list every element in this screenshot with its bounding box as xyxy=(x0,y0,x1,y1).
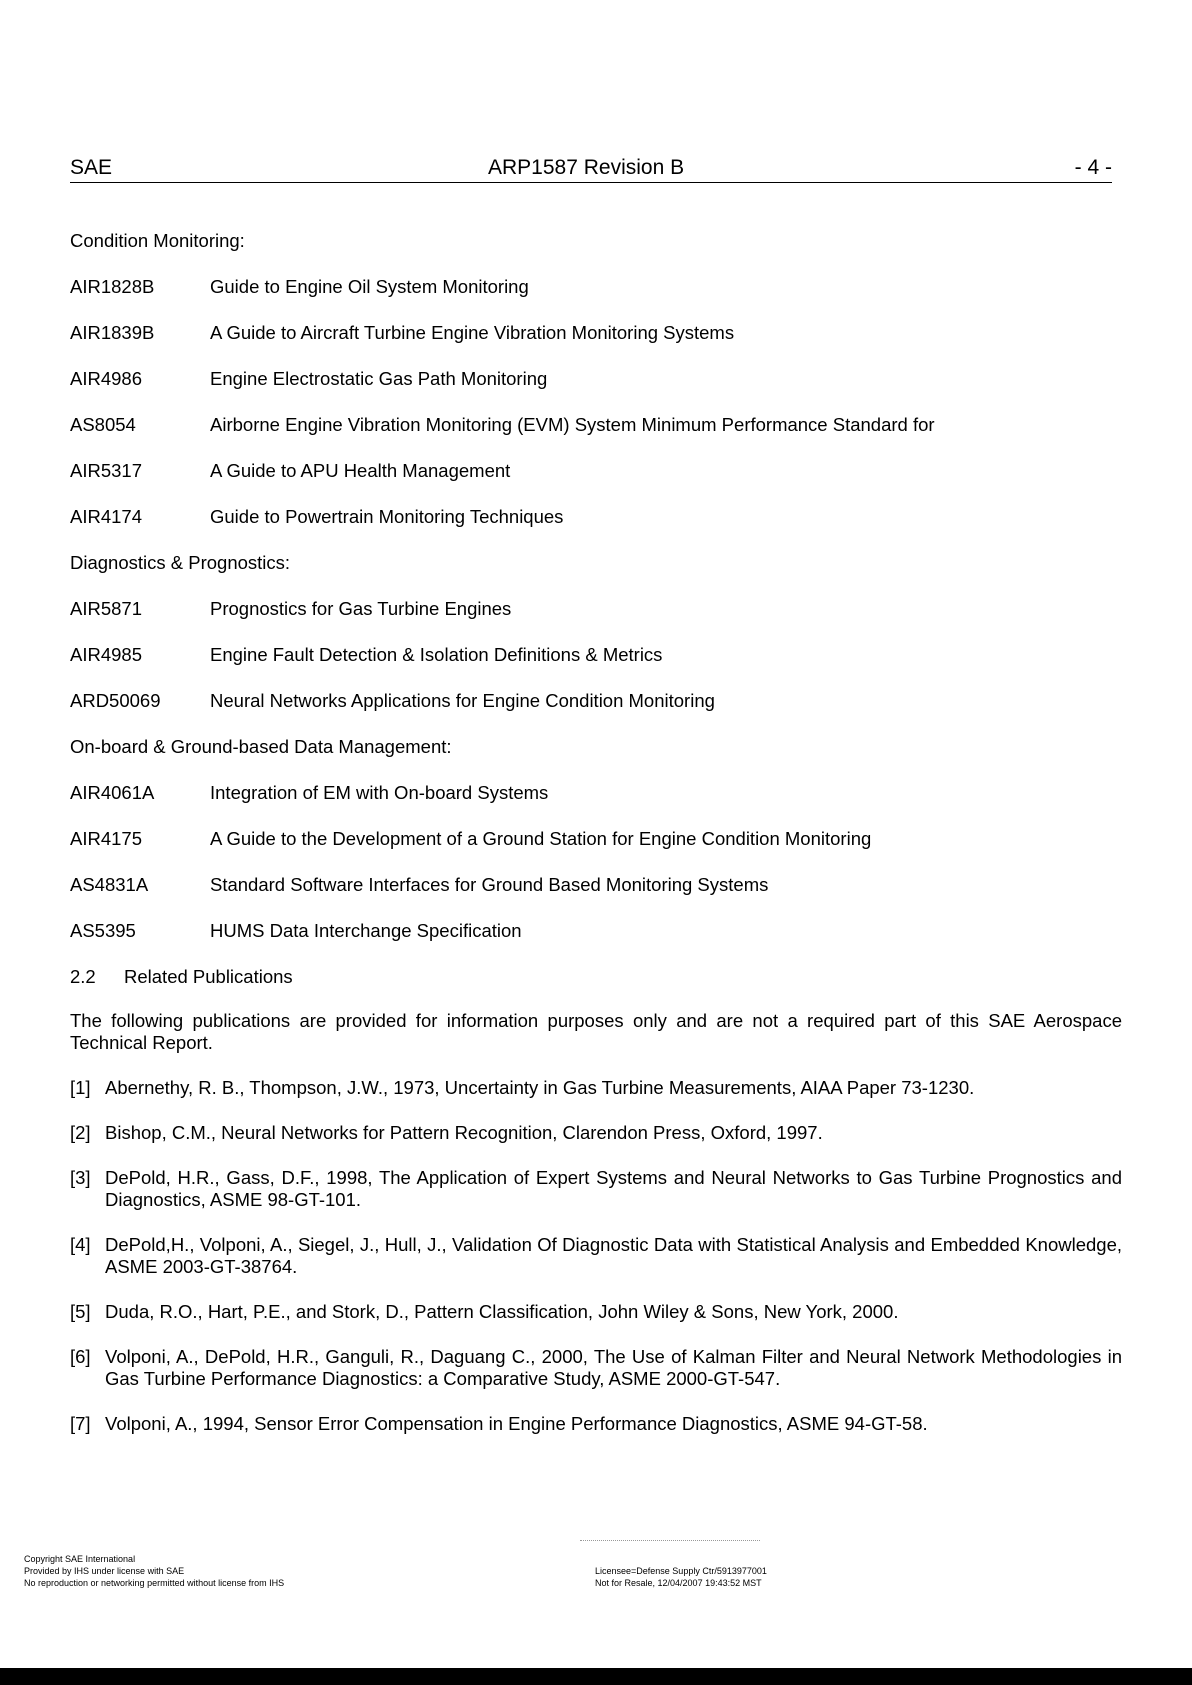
publication-code: AIR4985 xyxy=(70,644,142,665)
publication-entry xyxy=(70,598,1122,620)
publication-title: Prognostics for Gas Turbine Engines xyxy=(210,598,512,619)
reference-item xyxy=(70,1413,1122,1435)
footer-copyright xyxy=(24,1553,284,1589)
publication-title: Guide to Engine Oil System Monitoring xyxy=(210,276,529,297)
bottom-edge-bar xyxy=(0,1668,1192,1685)
publication-entry xyxy=(70,644,1122,666)
reference-number: [6] xyxy=(70,1346,91,1367)
footer-line: Copyright SAE International xyxy=(24,1554,136,1564)
reference-number: [3] xyxy=(70,1167,91,1188)
publication-code: AIR1828B xyxy=(70,276,155,297)
publication-entry xyxy=(70,276,1122,298)
publication-entry xyxy=(70,368,1122,390)
reference-text: Duda, R.O., Hart, P.E., and Stork, D., Pattern Classification, John Wiley & Sons, New York, 2000. xyxy=(105,1301,899,1322)
reference-number: [5] xyxy=(70,1301,91,1322)
publication-code: AIR5317 xyxy=(70,460,142,481)
publication-code: AIR4175 xyxy=(70,828,142,849)
publication-title: A Guide to APU Health Management xyxy=(210,460,511,481)
footer-license xyxy=(595,1565,767,1589)
reference-item xyxy=(70,1301,1122,1323)
group-label-condition-monitoring: Condition Monitoring: xyxy=(70,230,245,251)
reference-text: Volponi, A., DePold, H.R., Ganguli, R., Daguang C., 2000, The Use of Kalman Filter and Neural Network Methodologies in Gas Turbine Performance Diagnostics: a Comparative Study, ASME 2000-GT-547. xyxy=(105,1346,1122,1389)
reference-item xyxy=(70,1077,1122,1099)
reference-text: DePold,H., Volponi, A., Siegel, J., Hull, J., Validation Of Diagnostic Data with Statistical Analysis and Embedded Knowledge, ASME 2003-GT-38764. xyxy=(105,1234,1122,1277)
footer-line: Not for Resale, 12/04/2007 19:43:52 MST xyxy=(595,1578,762,1588)
section-number: 2.2 xyxy=(70,966,96,987)
reference-item xyxy=(70,1167,1122,1211)
reference-item xyxy=(70,1234,1122,1278)
page-header xyxy=(70,156,1112,183)
publication-title: A Guide to Aircraft Turbine Engine Vibration Monitoring Systems xyxy=(210,322,735,343)
publication-entry xyxy=(70,506,1122,528)
publication-entry xyxy=(70,920,1122,942)
publication-title: Engine Fault Detection & Isolation Definitions & Metrics xyxy=(210,644,663,665)
group-label-data-management: On-board & Ground-based Data Management: xyxy=(70,736,452,757)
publication-code: AS8054 xyxy=(70,414,136,435)
publication-title: Integration of EM with On-board Systems xyxy=(210,782,549,803)
publication-title: HUMS Data Interchange Specification xyxy=(210,920,522,941)
publication-code: AIR4174 xyxy=(70,506,142,527)
publication-entry xyxy=(70,874,1122,896)
footer-line: No reproduction or networking permitted without license from IHS xyxy=(24,1578,285,1588)
publication-entry xyxy=(70,322,1122,344)
reference-item xyxy=(70,1346,1122,1390)
reference-number: [4] xyxy=(70,1234,91,1255)
header-doc-id: ARP1587 Revision B xyxy=(488,156,685,179)
publication-title: Guide to Powertrain Monitoring Techniques xyxy=(210,506,564,527)
publication-entry xyxy=(70,828,1122,850)
section-heading-related-publications xyxy=(70,966,1122,988)
footer-divider xyxy=(580,1540,760,1541)
publication-title: Neural Networks Applications for Engine Condition Monitoring xyxy=(210,690,715,711)
publication-entry xyxy=(70,690,1122,712)
reference-text: Bishop, C.M., Neural Networks for Pattern Recognition, Clarendon Press, Oxford, 1997. xyxy=(105,1122,823,1143)
reference-item xyxy=(70,1122,1122,1144)
publication-code: AIR5871 xyxy=(70,598,142,619)
publication-entry xyxy=(70,782,1122,804)
footer-line: Licensee=Defense Supply Ctr/5913977001 xyxy=(595,1566,767,1576)
publication-title: A Guide to the Development of a Ground Station for Engine Condition Monitoring xyxy=(210,828,872,849)
publication-code: AS5395 xyxy=(70,920,136,941)
publication-title: Engine Electrostatic Gas Path Monitoring xyxy=(210,368,548,389)
publication-code: ARD50069 xyxy=(70,690,161,711)
publication-entry xyxy=(70,414,1122,436)
related-intro-paragraph: The following publications are provided for information purposes only and are not a required part of this SAE Aerospace Technical Report. xyxy=(70,1010,1122,1053)
publication-code: AIR4986 xyxy=(70,368,142,389)
section-title: Related Publications xyxy=(124,966,293,987)
reference-text: Volponi, A., 1994, Sensor Error Compensation in Engine Performance Diagnostics, ASME 94-GT-58. xyxy=(105,1413,928,1434)
publication-title: Airborne Engine Vibration Monitoring (EVM) System Minimum Performance Standard for xyxy=(210,414,935,435)
footer-line: Provided by IHS under license with SAE xyxy=(24,1566,185,1576)
reference-text: Abernethy, R. B., Thompson, J.W., 1973, Uncertainty in Gas Turbine Measurements, AIAA Paper 73-1230. xyxy=(105,1077,975,1098)
publication-entry xyxy=(70,460,1122,482)
document-body xyxy=(70,230,1122,1458)
publication-code: AIR1839B xyxy=(70,322,155,343)
publication-code: AIR4061A xyxy=(70,782,155,803)
reference-number: [1] xyxy=(70,1077,91,1098)
publication-title: Standard Software Interfaces for Ground Based Monitoring Systems xyxy=(210,874,769,895)
reference-text: DePold, H.R., Gass, D.F., 1998, The Application of Expert Systems and Neural Networks to Gas Turbine Prognostics and Diagnostics, ASME 98-GT-101. xyxy=(105,1167,1122,1210)
publication-code: AS4831A xyxy=(70,874,149,895)
reference-number: [7] xyxy=(70,1413,91,1434)
reference-number: [2] xyxy=(70,1122,91,1143)
header-page-number: - 4 - xyxy=(1074,156,1112,179)
group-label-diagnostics-prognostics: Diagnostics & Prognostics: xyxy=(70,552,291,573)
header-org: SAE xyxy=(70,156,113,179)
